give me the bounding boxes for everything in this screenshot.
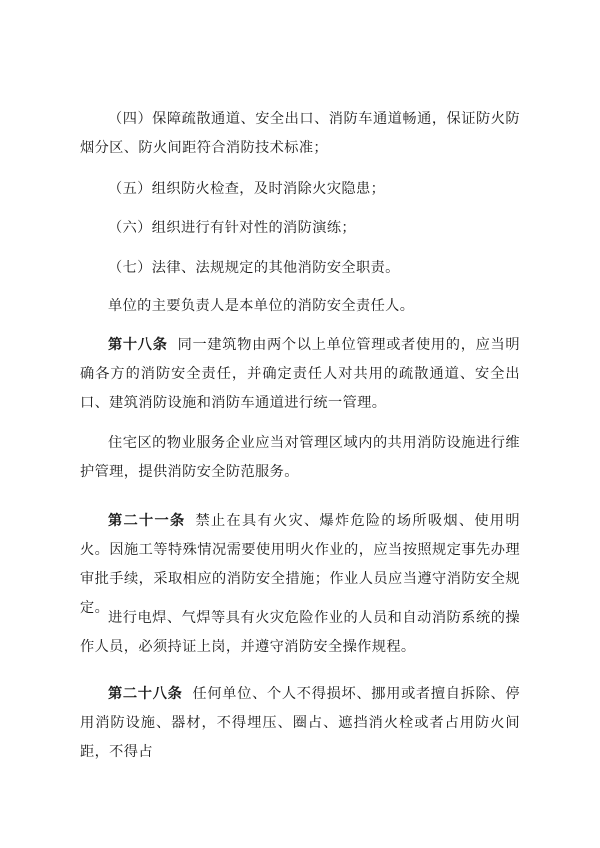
paragraph-text: （六）组织进行有针对性的消防演练；: [108, 220, 356, 236]
paragraph-article-18: [80, 331, 520, 418]
article-number: 第二十一条: [108, 513, 186, 529]
paragraph-text: （七）法律、法规规定的其他消防安全职责。: [108, 260, 400, 276]
paragraph-text: 进行电焊、气焊等具有火灾危险作业的人员和自动消防系统的操作人员，必须持证上岗，并遵守消防安全操作规程。: [80, 610, 520, 655]
paragraph-clause-5: [80, 175, 520, 204]
paragraph-clause-4: [80, 105, 520, 163]
paragraph-responsible-person: [80, 292, 520, 321]
paragraph-text: （五）组织防火检查，及时消除火灾隐患；: [108, 181, 386, 197]
paragraph-clause-6: [80, 214, 520, 243]
paragraph-text: 单位的主要负责人是本单位的消防安全责任人。: [108, 298, 415, 314]
paragraph-text: 同一建筑物由两个以上单位管理或者使用的，应当明确各方的消防安全责任，并确定责任人对共用的疏散通道、安全出口、建筑消防设施和消防车通道进行统一管理。: [80, 337, 520, 411]
paragraph-residential-property: [80, 429, 520, 487]
article-number: 第二十八条: [108, 686, 183, 702]
paragraph-welding-operators: [80, 604, 520, 662]
paragraph-text: 任何单位、个人不得损坏、挪用或者擅自拆除、停用消防设施、器材，不得埋压、圈占、遮挡消火栓或者占用防火间距，不得占: [80, 686, 520, 760]
paragraph-text: 禁止在具有火灾、爆炸危险的场所吸烟、使用明火。因施工等特殊情况需要使用明火作业的，应当按照规定事先办理审批手续，采取相应的消防安全措施；作业人员应当遵守消防安全规定。: [80, 513, 520, 616]
paragraph-clause-7: [80, 254, 520, 283]
article-number: 第十八条: [108, 337, 168, 353]
paragraph-text: （四）保障疏散通道、安全出口、消防车通道畅通，保证防火防烟分区、防火间距符合消防技术标准；: [80, 111, 520, 156]
paragraph-text: 住宅区的物业服务企业应当对管理区域内的共用消防设施进行维护管理，提供消防安全防范服务。: [80, 435, 520, 480]
paragraph-article-28: [80, 680, 520, 767]
